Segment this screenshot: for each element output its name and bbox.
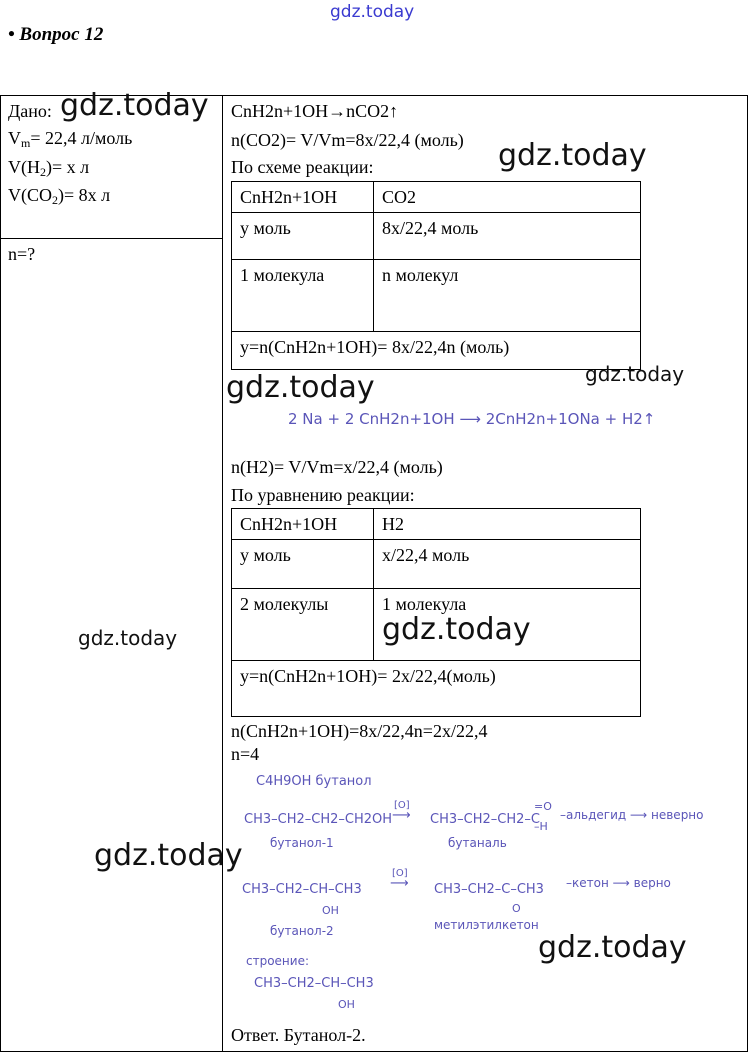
watermark: gdz.today: [382, 612, 531, 647]
arrow-icon: ⟶: [390, 876, 409, 891]
note-structure-oh: OH: [338, 998, 355, 1011]
note-aldehyde-verdict: –альдегид ⟶ неверно: [560, 808, 704, 822]
n-result: n=4: [231, 744, 260, 764]
given-divider: [0, 238, 222, 239]
table1-cell: n молекул: [374, 260, 641, 332]
answer: Ответ. Бутанол-2.: [231, 1025, 366, 1045]
given-vm: $V_m= 22,4$ л/моль: [8, 128, 133, 150]
note-structure: CH3–CH2–CH–CH3: [254, 976, 374, 991]
watermark-top: gdz.today: [330, 2, 415, 22]
table1-header-co2: CO2: [374, 182, 641, 213]
watermark: gdz.today: [538, 930, 687, 965]
table-co2: [231, 181, 641, 370]
table2-cell: y моль: [232, 540, 374, 589]
find-label: n=?: [8, 244, 36, 264]
watermark: gdz.today: [94, 838, 243, 873]
note-ketone: CH3–CH2–C–CH3: [434, 882, 544, 897]
watermark: gdz.today: [60, 88, 209, 123]
table2-cell: 2 молекулы: [232, 589, 374, 661]
handwritten-reaction: 2 Na + 2 CnH2n+1OH ⟶ 2CnH2n+1ONa + H2↑: [288, 410, 656, 428]
note-oxidation-label-2: [O]: [392, 868, 408, 879]
given-vh2: $V(H_2)= x$ л: [8, 157, 90, 179]
table2-header-h2: H2: [374, 509, 641, 540]
watermark: gdz.today: [585, 362, 685, 386]
reaction-1: CnH2n+1OH→nCO2↑: [231, 101, 399, 121]
note-butanol2-oh: OH: [322, 904, 339, 917]
table1-header-alcohol: CnH2n+1OH: [232, 182, 374, 213]
note-name-butanal: бутаналь: [448, 836, 507, 850]
given-label: Дано:: [8, 101, 52, 121]
watermark: gdz.today: [498, 138, 647, 173]
note-name-butanol1: бутанол-1: [270, 836, 334, 850]
n-co2-line: n(CO2)= V/Vm=8x/22,4 (моль): [231, 130, 464, 150]
note-butanol2: CH3–CH2–CH–CH3: [242, 882, 362, 897]
note-ketone-verdict: –кетон ⟶ верно: [566, 876, 671, 890]
table1-footer: y=n(CnH2n+1OH)= 8x/22,4n (моль): [232, 332, 641, 370]
n-h2-line: n(H2)= V/Vm=x/22,4 (моль): [231, 457, 443, 477]
table1-cell: 1 молекула: [232, 260, 374, 332]
question-heading: • Вопрос 12: [8, 24, 104, 45]
frame-right: [747, 95, 748, 1052]
equality-line: n(CnH2n+1OH)=8x/22,4n=2x/22,4: [231, 721, 488, 741]
note-aldehyde-h: –H: [534, 820, 548, 833]
note-aldehyde-o: =O: [534, 800, 552, 813]
table1-cell: 8x/22,4 моль: [374, 213, 641, 260]
note-name-mek: метилэтилкетон: [434, 918, 539, 932]
note-butanal: CH3–CH2–CH2–C: [430, 812, 540, 827]
table2-header-alcohol: CnH2n+1OH: [232, 509, 374, 540]
note-oxidation-label: [O]: [394, 800, 410, 811]
table2-footer: y=n(CnH2n+1OH)= 2x/22,4(моль): [232, 661, 641, 717]
note-formula: C4H9OH бутанол: [256, 774, 372, 789]
frame-bottom: [0, 1051, 748, 1052]
watermark: gdz.today: [78, 626, 178, 650]
note-ketone-o: O: [512, 902, 521, 915]
scheme-label: По схеме реакции:: [231, 157, 374, 177]
note-name-butanol2: бутанол-2: [270, 924, 334, 938]
note-structure-label: строение:: [246, 954, 309, 968]
watermark: gdz.today: [226, 370, 375, 405]
table2-cell: 1 молекула: [374, 589, 641, 661]
note-butanol1: CH3–CH2–CH2–CH2OH: [244, 812, 393, 827]
table2-cell: x/22,4 моль: [374, 540, 641, 589]
given-vco2: $V(CO_2)= 8x$ л: [8, 185, 111, 207]
equation-label: По уравнению реакции:: [231, 485, 415, 505]
frame-divider: [222, 95, 223, 1052]
arrow-icon: ⟶: [392, 808, 411, 823]
table1-cell: y моль: [232, 213, 374, 260]
